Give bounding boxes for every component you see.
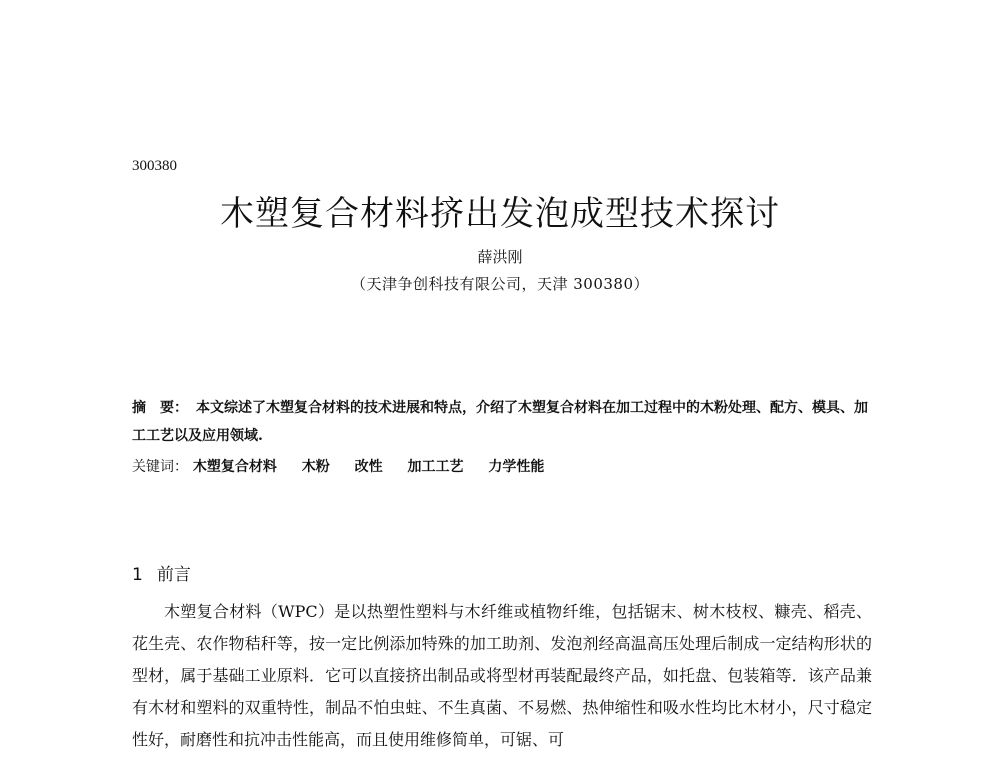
body-paragraph: 木塑复合材料（WPC）是以热塑性塑料与木纤维或植物纤维，包括锯末、树木枝杈、糠壳、稻壳、花生壳、农作物秸秆等，按一定比例添加特殊的加工助剂、发泡剂经高温高压处理后制成一定结构形状的型材，属于基础工业原料．它可以直接挤出制品或将型材再装配最终产品，如托盘、包装箱等．该产品兼有木材和塑料的双重特性，制品不怕虫蛀、不生真菌、不易燃、热伸缩性和吸水性均比木材小，尺寸稳定性好，耐磨性和抗冲击性能高，而且使用维修简单，可锯、可 bbox=[132, 602, 872, 749]
paper-code: 300380 bbox=[132, 158, 177, 174]
keyword-item: 木粉 bbox=[301, 459, 330, 475]
abstract-text: 本文综述了木塑复合材料的技术进展和特点，介绍了木塑复合材料在加工过程中的木粉处理、配方、模具、加工工艺以及应用领域. bbox=[132, 400, 868, 444]
section-heading bbox=[132, 560, 191, 585]
abstract-label: 摘 要： bbox=[132, 400, 188, 416]
author-name: 薛洪刚 bbox=[477, 248, 523, 266]
keyword-item: 力学性能 bbox=[488, 459, 545, 475]
keyword-item: 木塑复合材料 bbox=[192, 459, 277, 475]
keywords-block bbox=[132, 456, 564, 476]
abstract-block bbox=[132, 394, 877, 450]
keyword-item: 加工工艺 bbox=[407, 459, 464, 475]
keywords-label: 关键词： bbox=[132, 459, 188, 475]
keyword-item: 改性 bbox=[354, 459, 383, 475]
section-title: 前言 bbox=[156, 565, 191, 585]
section-number: 1 bbox=[132, 565, 143, 585]
paper-title: 木塑复合材料挤出发泡成型技术探讨 bbox=[220, 194, 780, 234]
author-affiliation: （天津争创科技有限公司，天津 300380） bbox=[350, 275, 650, 293]
